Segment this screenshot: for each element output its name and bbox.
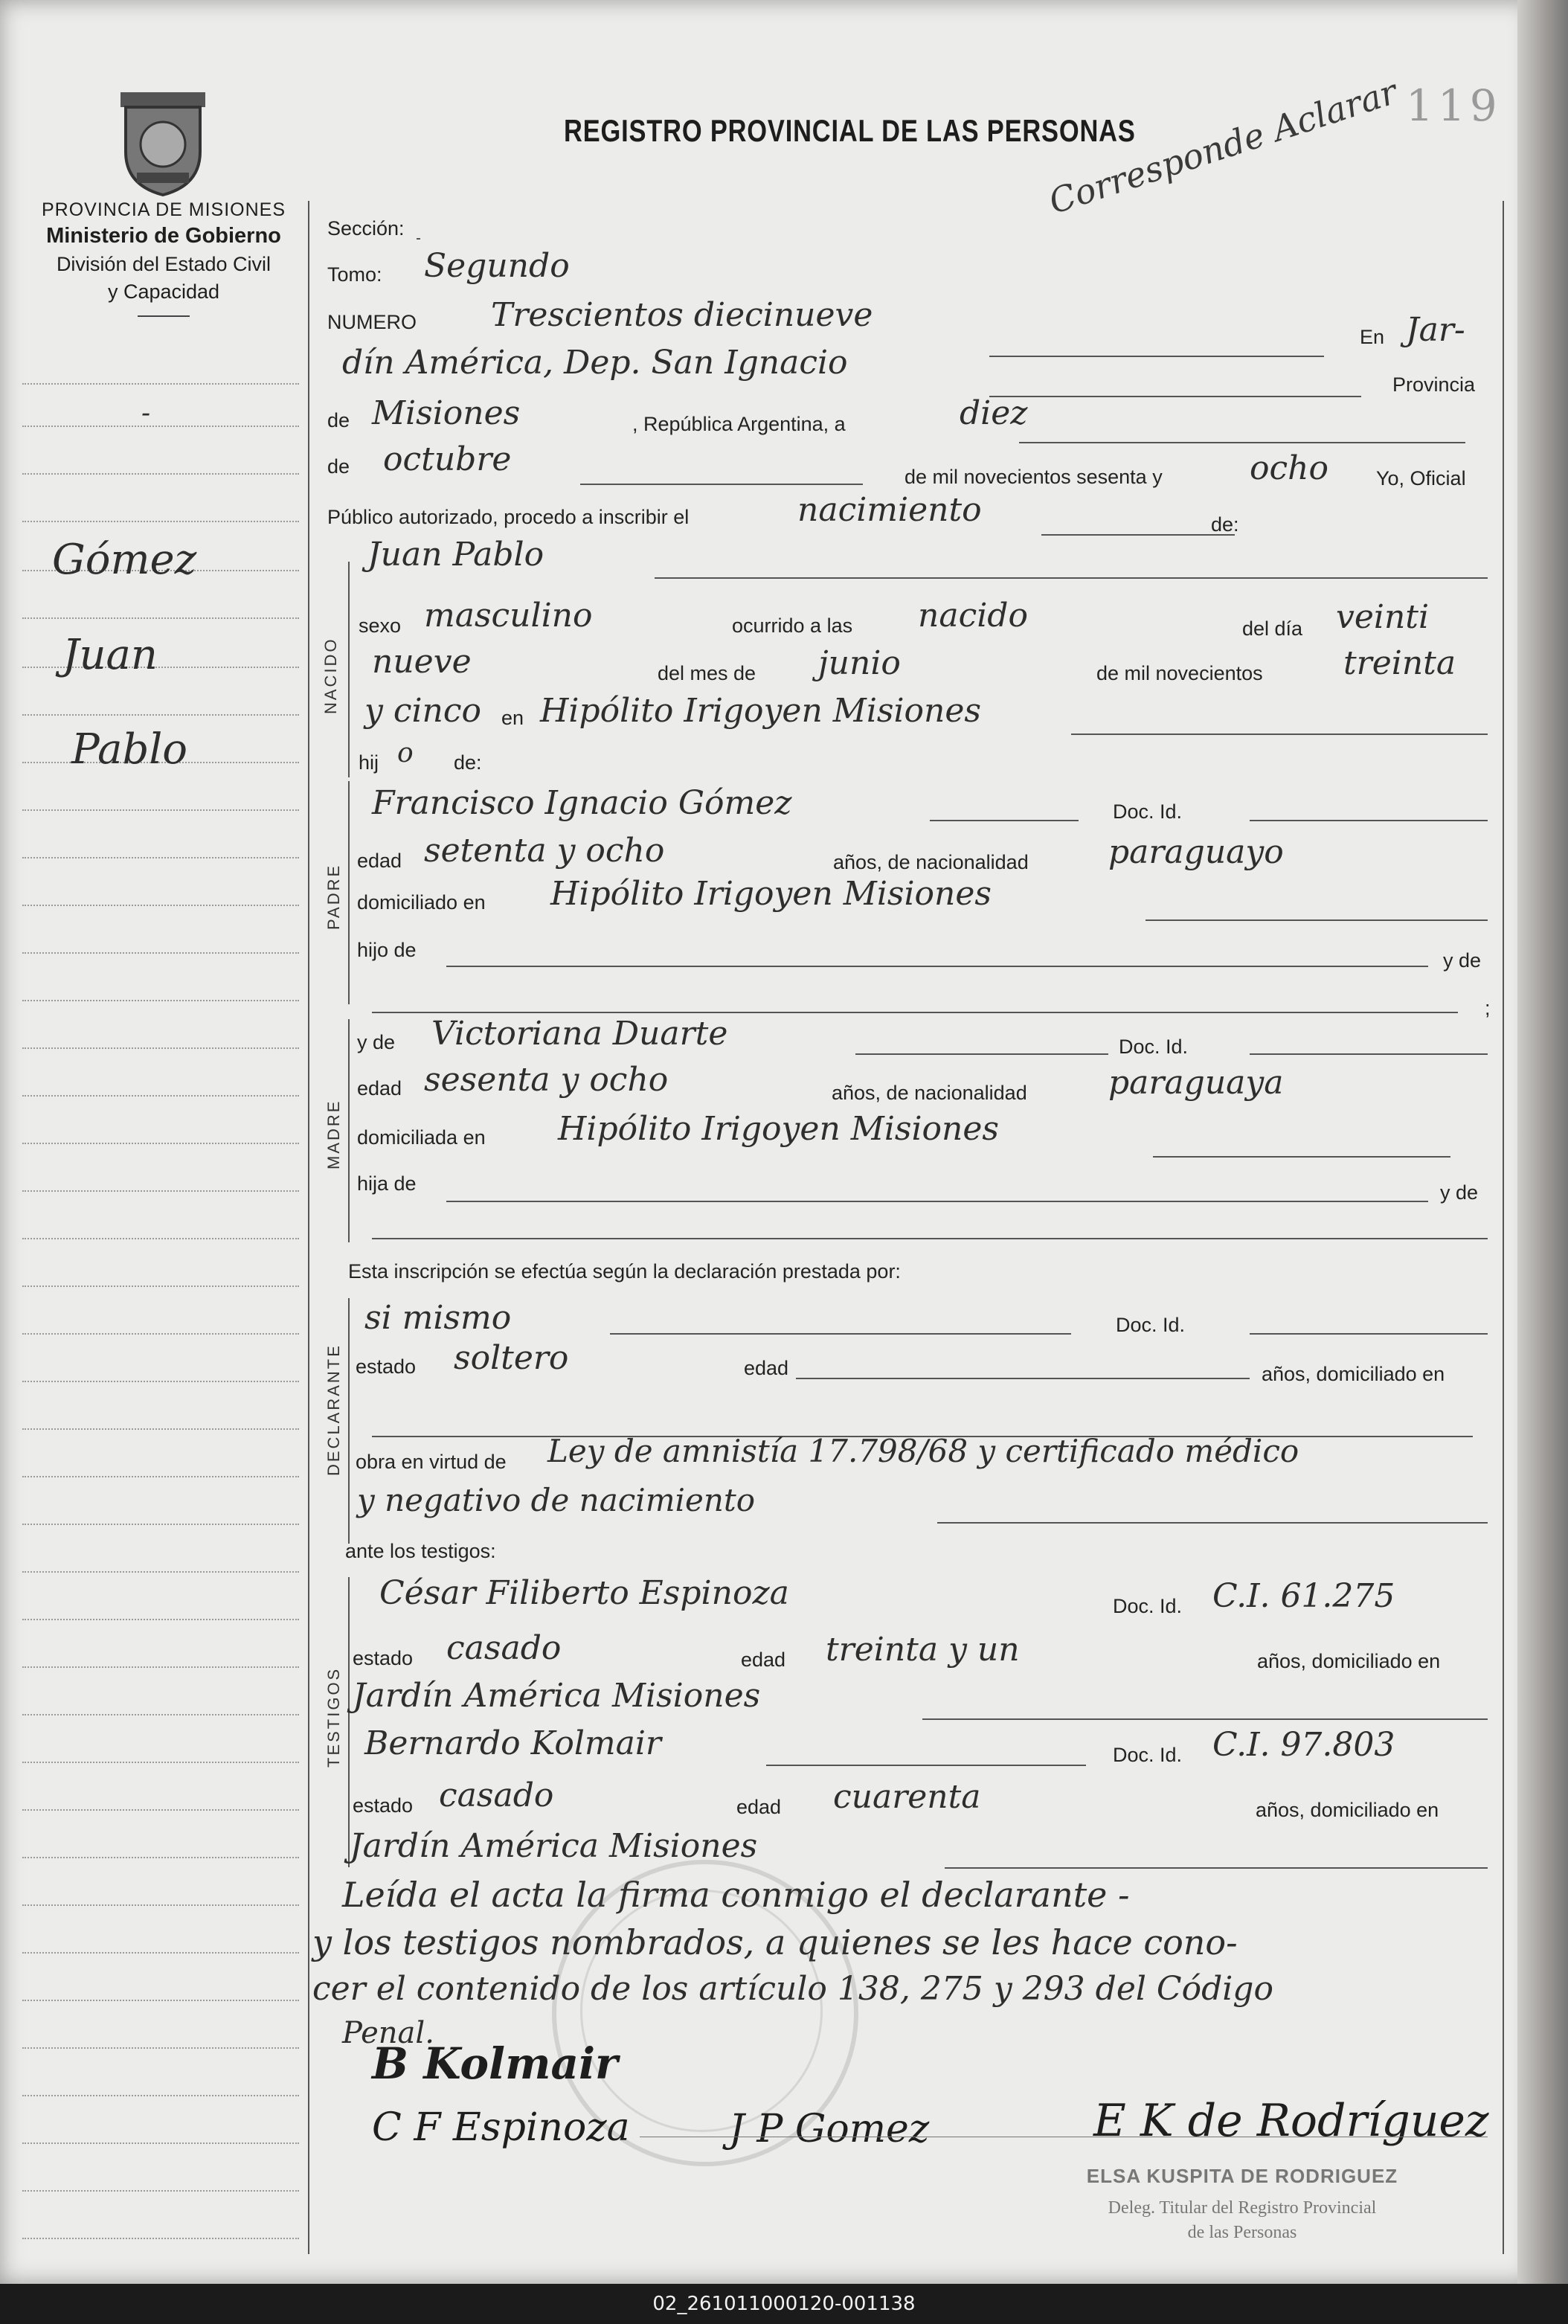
value-hora: nacido: [918, 597, 1028, 635]
label-y-de-father: y de: [1443, 949, 1482, 972]
label-tomo: Tomo:: [327, 263, 382, 286]
label-estado-declarant: estado: [356, 1355, 417, 1378]
value-place: dín América, Dep. San Ignacio: [342, 344, 848, 382]
value-obra-1: Ley de amnistía 17.798/68 y certificado médico: [547, 1433, 1299, 1469]
left-header: [0, 199, 327, 317]
label-republica: , República Argentina, a: [632, 413, 846, 435]
header-ministry: Ministerio de Gobierno: [46, 224, 281, 248]
value-mother-nat: paraguaya: [1108, 1064, 1284, 1102]
label-provincia: Provincia: [1392, 373, 1476, 396]
value-declarant: si mismo: [364, 1299, 512, 1337]
header-province: PROVINCIA DE MISIONES: [41, 199, 286, 220]
label-de-2: de: [327, 455, 350, 478]
label-publico: Público autorizado, procedo a inscribir el: [327, 506, 690, 528]
signature-kolmair: B Kolmair: [372, 2038, 618, 2089]
value-ano-start: treinta: [1343, 644, 1456, 682]
value-father-age: setenta y ocho: [424, 832, 665, 870]
label-mil-novecientos: de mil novecientos: [1096, 662, 1263, 684]
value-ano-end: y cinco: [364, 692, 482, 730]
label-doc-id-declarant: Doc. Id.: [1116, 1314, 1186, 1336]
header-division: División del Estado Civil: [56, 253, 271, 275]
label-obra: obra en virtud de: [356, 1451, 507, 1473]
value-year-suffix: ocho: [1250, 449, 1328, 487]
official-title-2: de las Personas: [1187, 2223, 1297, 2242]
label-doc-id-mother: Doc. Id.: [1119, 1036, 1189, 1058]
label-mil-sesenta: de mil novecientos sesenta y: [905, 466, 1163, 488]
margin-dash: -: [141, 398, 151, 428]
official-name: ELSA KUSPITA DE RODRIGUEZ: [1086, 2165, 1398, 2187]
label-inscripcion: Esta inscripción se efectúa según la declaración prestada por:: [348, 1260, 901, 1283]
label-de: de: [327, 409, 350, 431]
label-anos-dom-witness2: años, domiciliado en: [1256, 1799, 1439, 1821]
label-hija-de: hija de: [357, 1172, 417, 1195]
value-month: octubre: [383, 440, 512, 478]
value-numero: Trescientos diecinueve: [491, 296, 873, 334]
header-capacity: y Capacidad: [107, 280, 220, 303]
value-obra-2: y negativo de nacimiento: [357, 1482, 756, 1518]
margin-second-name: Pablo: [71, 725, 188, 774]
value-father: Francisco Ignacio Gómez: [372, 784, 792, 822]
label-y-de-mother2: y de: [1440, 1181, 1479, 1204]
label-edad-witness2: edad: [736, 1796, 782, 1818]
page-edge: [1517, 0, 1568, 2284]
header-divider: [138, 315, 190, 317]
label-edad-witness1: edad: [741, 1649, 786, 1671]
section-padre-label: PADRE: [324, 863, 343, 930]
padre-bracket: [348, 781, 350, 1004]
value-father-nat: paraguayo: [1108, 833, 1284, 871]
label-numero: NUMERO: [327, 311, 417, 333]
label-de-colon: de:: [1211, 513, 1239, 536]
value-father-dom: Hipólito Irigoyen Misiones: [550, 875, 992, 913]
label-anos-dom-declarant: años, domiciliado en: [1262, 1363, 1445, 1385]
label-en-2: en: [501, 707, 524, 729]
value-person: Juan Pablo: [367, 536, 544, 574]
testigos-bracket: [348, 1577, 350, 1867]
label-anos-nac-mother: años, de nacionalidad: [832, 1082, 1027, 1104]
value-dia-start: veinti: [1336, 598, 1430, 636]
margin-surname: Gómez: [52, 536, 197, 584]
label-ocurrido: ocurrido a las: [732, 614, 853, 637]
section-testigos-label: TESTIGOS: [324, 1666, 343, 1768]
label-yo-oficial: Yo, Oficial: [1376, 467, 1466, 489]
value-sex: masculino: [424, 597, 593, 635]
signature-gomez: J P Gomez: [729, 2107, 930, 2151]
label-y-de-mother: y de: [357, 1031, 396, 1053]
official-seal-inner: [580, 1890, 823, 2132]
label-de-3: de:: [454, 751, 482, 774]
value-day: diez: [960, 394, 1028, 432]
value-witness1: César Filiberto Espinoza: [379, 1574, 789, 1612]
value-witness1-doc: C.I. 61.275: [1212, 1577, 1395, 1615]
frame-left-line: [308, 201, 309, 2254]
margin-first-name: Juan: [62, 631, 158, 679]
section-nacido-label: NACIDO: [321, 637, 340, 714]
frame-right-line: [1503, 201, 1504, 2254]
value-witness2-age: cuarenta: [833, 1778, 981, 1816]
closing-line-3: cer el contenido de los artículo 138, 275 y 293 del Código: [312, 1970, 1273, 2008]
value-mes: junio: [818, 644, 901, 682]
value-lugar: Hipólito Irigoyen Misiones: [540, 692, 981, 730]
label-edad-father: edad: [357, 850, 402, 872]
section-madre-label: MADRE: [324, 1099, 343, 1169]
label-en: En: [1360, 326, 1385, 348]
label-doc-id-father: Doc. Id.: [1113, 800, 1183, 823]
value-mother-dom: Hipólito Irigoyen Misiones: [558, 1110, 999, 1148]
image-id-footer: 02_261011000120-001138: [0, 2284, 1568, 2324]
value-tomo: Segundo: [424, 247, 570, 285]
value-mother-age: sesenta y ocho: [424, 1061, 669, 1099]
signature-rodriguez: E K de Rodríguez: [1093, 2095, 1489, 2147]
label-domiciliado-father: domiciliado en: [357, 891, 486, 914]
declarante-bracket: [348, 1298, 350, 1544]
official-title-1: Deleg. Titular del Registro Provincial: [1108, 2198, 1377, 2218]
madre-bracket: [348, 1019, 350, 1242]
value-province: Misiones: [372, 394, 521, 432]
label-edad-mother: edad: [357, 1077, 402, 1100]
closing-line-4: Penal.: [342, 2016, 434, 2050]
section-declarante-label: DECLARANTE: [324, 1344, 343, 1476]
value-declarant-state: soltero: [454, 1339, 569, 1377]
label-doc-id-witness2: Doc. Id.: [1113, 1744, 1183, 1766]
label-domiciliada-mother: domiciliada en: [357, 1126, 486, 1149]
label-anos-nac-father: años, de nacionalidad: [833, 851, 1029, 873]
label-estado-witness2: estado: [353, 1794, 414, 1817]
value-witness1-state: casado: [446, 1629, 562, 1667]
official-block: [1056, 2165, 1428, 2243]
value-witness1-dom: Jardín América Misiones: [353, 1677, 761, 1715]
value-en-start: Jar-: [1406, 311, 1465, 349]
label-hij: hij: [359, 751, 379, 774]
value-dia-end: nueve: [372, 643, 472, 681]
value-witness2-dom: Jardín América Misiones: [350, 1827, 758, 1865]
value-act: nacimiento: [797, 491, 982, 529]
nacido-bracket: [348, 562, 350, 777]
label-anos-dom-witness1: años, domiciliado en: [1257, 1650, 1441, 1672]
coat-of-arms-icon: [115, 85, 211, 200]
closing-line-2: y los testigos nombrados, a quienes se les hace cono-: [312, 1922, 1238, 1962]
label-edad-declarant: edad: [744, 1357, 789, 1379]
label-estado-witness1: estado: [353, 1647, 414, 1669]
label-doc-id-witness1: Doc. Id.: [1113, 1595, 1183, 1617]
signature-espinoza: C F Espinoza: [372, 2105, 630, 2150]
value-mother: Victoriana Duarte: [431, 1015, 728, 1053]
value-witness1-age: treinta y un: [826, 1631, 1020, 1669]
closing-line-1: Leída el acta la firma conmigo el declarante -: [342, 1875, 1130, 1915]
value-witness2: Bernardo Kolmair: [364, 1724, 661, 1762]
label-del-dia: del día: [1242, 617, 1303, 640]
label-semicolon: ;: [1485, 997, 1491, 1019]
label-ante: ante los testigos:: [345, 1540, 496, 1562]
label-seccion: Sección:: [327, 217, 405, 240]
page-number: 119: [1406, 80, 1502, 131]
value-hij-suffix: o: [397, 738, 414, 768]
value-witness2-doc: C.I. 97.803: [1212, 1726, 1395, 1764]
page-title: REGISTRO PROVINCIAL DE LAS PERSONAS: [564, 113, 1136, 148]
annotation-stamp: Corresponde Aclarar: [1044, 71, 1402, 222]
label-hijo-de: hijo de: [357, 939, 417, 961]
label-del-mes: del mes de: [658, 662, 756, 684]
label-sexo: sexo: [359, 614, 402, 637]
value-witness2-state: casado: [439, 1776, 554, 1814]
